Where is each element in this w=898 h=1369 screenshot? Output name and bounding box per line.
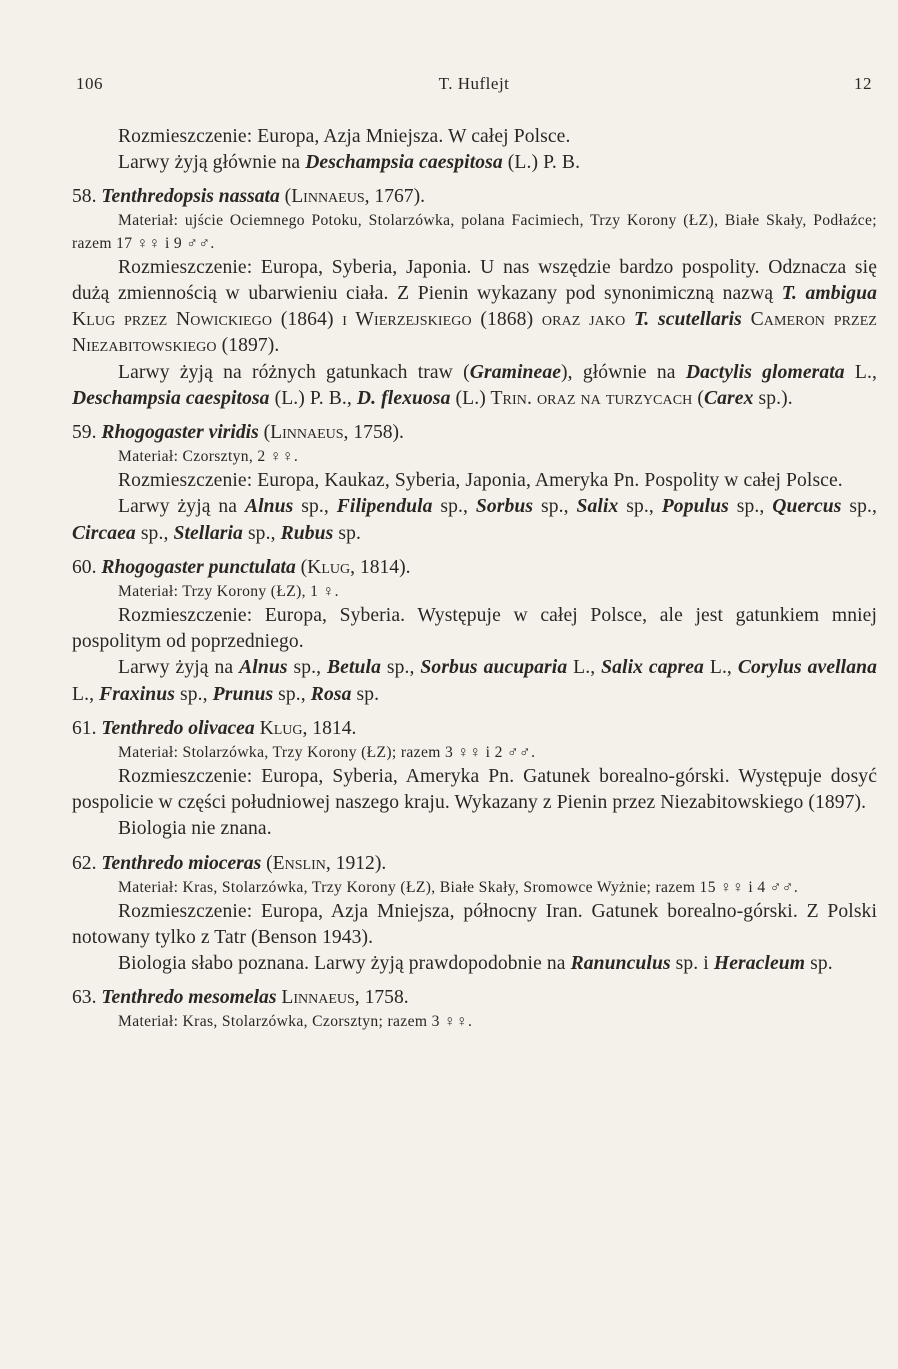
distribution-paragraph: Rozmieszczenie: Europa, Syberia, Ameryka Pn. Gatunek borealno-górski. Występuje dosyć pospolicie w części południowej naszego kraju. Wykazany z Pienin przez Niezabitowskiego (1897).: [72, 766, 877, 814]
material-paragraph: Materiał: ujście Ociemnego Potoku, Stolarzówka, polana Facimiech, Trzy Korony (ŁZ), Białe Skały, Podłaźce; razem 17 ♀♀ i 9 ♂♂.: [72, 212, 877, 252]
species-name: Deschampsia caespitosa: [305, 152, 503, 174]
species-name: Tenthredo mioceras: [101, 852, 262, 874]
entry-number: 62.: [72, 852, 102, 874]
species-name: Tenthredopsis nassata: [101, 186, 280, 208]
entry-number: 63.: [72, 987, 102, 1009]
species-author: (Linnaeus, 1767).: [279, 186, 426, 208]
distribution-paragraph: Rozmieszczenie: Europa, Kaukaz, Syberia, Japonia, Ameryka Pn. Pospolity w całej Polsce.: [118, 470, 843, 492]
larvae-paragraph: Larwy żyją na Alnus sp., Betula sp., Sorbus aucuparia L., Salix caprea L., Corylus avellana L., Fraxinus sp., Prunus sp., Rosa sp.: [72, 657, 877, 705]
larvae-paragraph: Larwy żyją na Alnus sp., Filipendula sp., Sorbus sp., Salix sp., Populus sp., Quercus sp., Circaea sp., Stellaria sp., Rubus sp.: [72, 496, 877, 544]
material-paragraph: Materiał: Czorsztyn, 2 ♀♀.: [118, 448, 299, 466]
species-entry-heading: [72, 184, 877, 210]
distribution-paragraph: Rozmieszczenie: Europa, Azja Mniejsza. W całej Polsce.: [118, 126, 571, 147]
species-author: (Linnaeus, 1758).: [258, 422, 404, 444]
material-paragraph: Materiał: Kras, Stolarzówka, Czorsztyn; razem 3 ♀♀.: [118, 1013, 473, 1031]
running-title: T. Huflejt: [438, 74, 510, 93]
species-entry-heading: [72, 555, 877, 581]
species-name: Tenthredo olivacea: [101, 717, 255, 739]
page-body: [72, 124, 877, 1034]
fascicle-number: 12: [854, 74, 872, 93]
species-author: Linnaeus, 1758.: [276, 987, 409, 1009]
species-name: Rhogogaster punctulata: [101, 556, 296, 578]
distribution-paragraph: Rozmieszczenie: Europa, Syberia, Japonia. U nas wszędzie bardzo pospolity. Odznacza się dużą zmiennością w ubarwieniu ciała. Z Pienin wykazany pod synonimiczną nazwą T. ambigua Klug przez Nowickiego (1864) i Wierzejskiego (1868) oraz jako T. scutellaris Cameron przez Niezabitowskiego (1897).: [72, 256, 878, 357]
material-paragraph: Materiał: Stolarzówka, Trzy Korony (ŁZ); razem 3 ♀♀ i 2 ♂♂.: [118, 743, 536, 761]
distribution-paragraph: Rozmieszczenie: Europa, Azja Mniejsza, północny Iran. Gatunek borealno-górski. Z Polski notowany tylko z Tatr (Benson 1943).: [72, 900, 877, 949]
distribution-paragraph: Rozmieszczenie: Europa, Syberia. Występuje w całej Polsce, ale jest gatunkiem mniej pospolitym od poprzedniego.: [72, 605, 877, 653]
species-entry-heading: [72, 985, 877, 1011]
entry-number: 58.: [72, 186, 102, 208]
species-name: Rhogogaster viridis: [101, 422, 259, 444]
entry-number: 61.: [72, 717, 102, 739]
page-header: [76, 74, 872, 98]
material-paragraph: Materiał: Trzy Korony (ŁZ), 1 ♀.: [118, 582, 339, 600]
entry-number: 59.: [72, 422, 102, 444]
species-entry-heading: [72, 420, 877, 446]
biology-paragraph: Biologia nie znana.: [118, 818, 272, 840]
larvae-paragraph: Larwy żyją głównie na Deschampsia caespitosa (L.) P. B.: [118, 152, 581, 174]
material-paragraph: Materiał: Kras, Stolarzówka, Trzy Korony (ŁZ), Białe Skały, Sromowce Wyżnie; razem 15 ♀♀ i 4 ♂♂.: [118, 878, 799, 896]
species-author: (Enslin, 1912).: [261, 852, 387, 874]
entry-number: 60.: [72, 556, 102, 578]
larvae-paragraph: Larwy żyją na różnych gatunkach traw (Gramineae), głównie na Dactylis glomerata L., Deschampsia caespitosa (L.) P. B., D. flexuosa (L.) Trin. oraz na turzycach (Carex sp.).: [72, 361, 877, 409]
species-entry-heading: [72, 851, 877, 877]
page-number: 106: [76, 74, 103, 93]
species-author: Klug, 1814.: [254, 717, 357, 739]
biology-paragraph: Biologia słabo poznana. Larwy żyją prawdopodobnie na Ranunculus sp. i Heracleum sp.: [118, 953, 833, 975]
species-entry-heading: [72, 716, 877, 742]
species-name: Tenthredo mesomelas: [101, 987, 277, 1009]
species-author: (Klug, 1814).: [295, 556, 411, 578]
